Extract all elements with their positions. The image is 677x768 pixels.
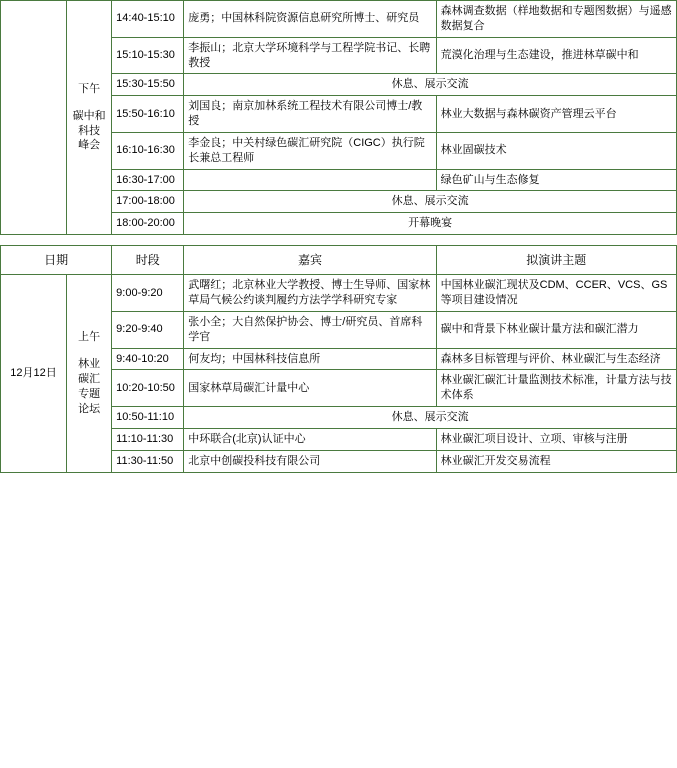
guest-cell: 庞勇；中国林科院资源信息研究所博士、研究员 (184, 1, 436, 38)
guest-cell: 李金良；中关村绿色碳汇研究院（CIGC）执行院长兼总工程师 (184, 132, 436, 169)
time-cell: 17:00-18:00 (112, 191, 184, 213)
guest-cell: 李振山；北京大学环境科学与工程学院书记、长聘教授 (184, 37, 436, 74)
topic-cell: 森林调查数据（样地数据和专题图数据）与遥感数据复合 (436, 1, 676, 38)
schedule-table-afternoon (0, 0, 677, 235)
date-cell-empty (1, 1, 67, 235)
time-cell: 10:20-10:50 (112, 370, 184, 407)
table-header-row (1, 246, 677, 275)
session-label-afternoon (67, 1, 112, 235)
banquet-cell: 开幕晚宴 (184, 213, 677, 235)
guest-cell: 国家林草局碳汇计量中心 (184, 370, 436, 407)
header-guest: 嘉宾 (184, 246, 436, 275)
header-topic: 拟演讲主题 (436, 246, 676, 275)
session-line-3: 科技 (78, 124, 101, 137)
guest-cell: 刘国良；南京加林系统工程技术有限公司博士/教授 (184, 96, 436, 133)
topic-cell: 林业碳汇项目设计、立项、审核与注册 (436, 428, 676, 450)
topic-cell: 碳中和背景下林业碳计量方法和碳汇潜力 (436, 311, 676, 348)
time-cell: 11:10-11:30 (112, 428, 184, 450)
time-cell: 15:10-15:30 (112, 37, 184, 74)
guest-cell: 中环联合(北京)认证中心 (184, 428, 436, 450)
guest-cell: 武曙红；北京林业大学教授、博士生导师、国家林草局气候公约谈判履约方法学学科研究专家 (184, 275, 436, 312)
time-cell: 18:00-20:00 (112, 213, 184, 235)
session-line-1: 下午 (78, 82, 101, 95)
time-cell: 10:50-11:10 (112, 407, 184, 429)
guest-cell: 何友均；中国林科技信息所 (184, 348, 436, 370)
time-cell: 14:40-15:10 (112, 1, 184, 38)
session-line-4: 峰会 (78, 139, 101, 152)
time-cell: 16:10-16:30 (112, 132, 184, 169)
session-line-5: 论坛 (78, 402, 101, 415)
table-row (1, 275, 677, 312)
topic-cell: 中国林业碳汇现状及CDM、CCER、VCS、GS等项目建设情况 (436, 275, 676, 312)
topic-cell: 林业碳汇碳汇计量监测技术标准，计量方法与技术体系 (436, 370, 676, 407)
guest-cell (184, 169, 436, 191)
topic-cell: 荒漠化治理与生态建设，推进林草碳中和 (436, 37, 676, 74)
topic-cell: 森林多目标管理与评价、林业碳汇与生态经济 (436, 348, 676, 370)
table-separator (0, 235, 677, 245)
session-line-4: 专题 (78, 387, 101, 400)
time-cell: 9:40-10:20 (112, 348, 184, 370)
session-line-2: 碳中和 (72, 109, 106, 122)
break-cell: 休息、展示交流 (184, 74, 677, 96)
topic-cell: 林业大数据与森林碳资产管理云平台 (436, 96, 676, 133)
date-cell: 12月12日 (1, 275, 67, 472)
table-row (1, 1, 677, 38)
time-cell: 15:50-16:10 (112, 96, 184, 133)
schedule-table-morning (0, 245, 677, 472)
time-cell: 11:30-11:50 (112, 450, 184, 472)
break-cell: 休息、展示交流 (184, 191, 677, 213)
topic-cell: 林业碳汇开发交易流程 (436, 450, 676, 472)
topic-cell: 林业固碳技术 (436, 132, 676, 169)
session-line-2: 林业 (78, 358, 101, 371)
guest-cell: 北京中创碳投科技有限公司 (184, 450, 436, 472)
time-cell: 16:30-17:00 (112, 169, 184, 191)
guest-cell: 张小全；大自然保护协会、博士/研究员、首席科学官 (184, 311, 436, 348)
time-cell: 9:20-9:40 (112, 311, 184, 348)
header-date: 日期 (1, 246, 112, 275)
session-label-morning (67, 275, 112, 472)
time-cell: 15:30-15:50 (112, 74, 184, 96)
session-line-3: 碳汇 (78, 372, 101, 385)
time-cell: 9:00-9:20 (112, 275, 184, 312)
break-cell: 休息、展示交流 (184, 407, 677, 429)
session-line-1: 上午 (78, 331, 101, 344)
topic-cell: 绿色矿山与生态修复 (436, 169, 676, 191)
header-time: 时段 (112, 246, 184, 275)
